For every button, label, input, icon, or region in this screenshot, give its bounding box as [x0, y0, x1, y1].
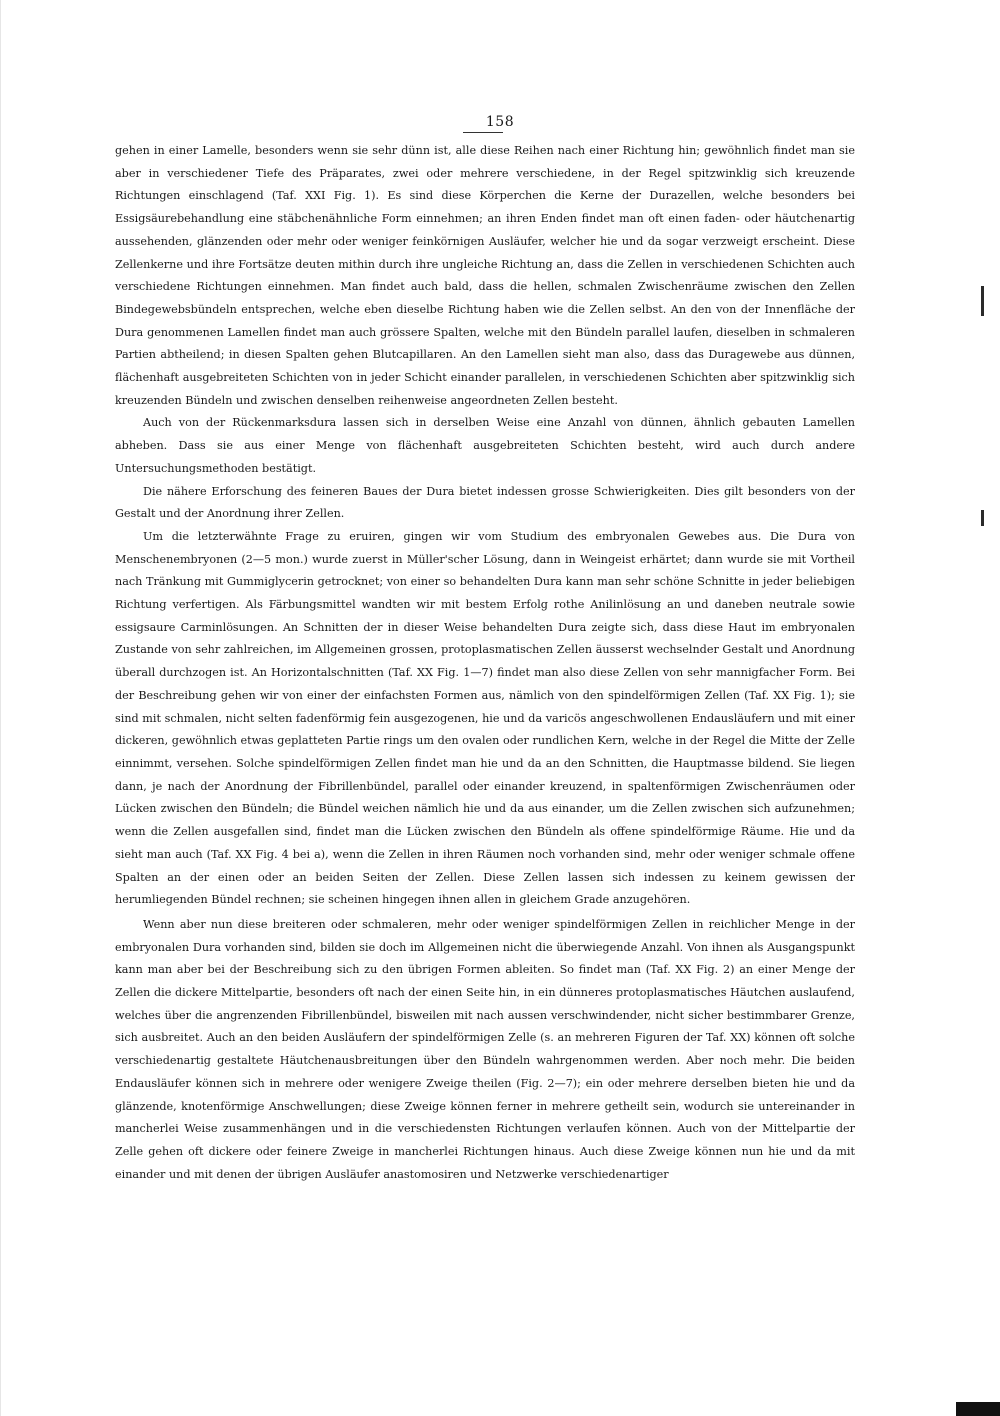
paragraph-5: Wenn aber nun diese breiteren oder schmaleren, mehr oder weniger spindelförmigen Zellen in reichlicher Menge in der embryonalen Dura vorhanden sind, bilden sie doch im Allgemeinen nicht die überwiegende Anzahl. Von ihnen als Ausgangspunkt kann man aber bei der Beschreibung sich zu den übrigen Formen ableiten. So findet man (Taf. XX Fig. 2) an einer Menge der Zellen die dickere Mittelpartie, besonders oft nach der einen Seite hin, in ein dünneres protoplasmatisches Häutchen auslaufend, welches über die angrenzenden Fibrillenbündel, bisweilen mit nach aussen verschwindender, nicht sicher bestimmbarer Grenze, sich ausbreitet. Auch an den beiden Ausläufern der spindelförmigen Zelle (s. an mehreren Figuren der Taf. XX) können oft solche verschiedenartig gestaltete Häutchenausbreitungen über den Bündeln wahrgenommen werden. Aber noch mehr. Die beiden Endausläufer können sich in mehrere oder wenigere Zweige theilen (Fig. 2—7); ein oder mehrere derselben bieten hie und da glänzende, knotenförmige Anschwellungen; diese Zweige können ferner in mehrere getheilt sein, wodurch sie untereinander in mancherlei Weise zusammenhängen und in die verschiedensten Richtungen verlaufen können. Auch von der Mittelpartie der Zelle gehen oft dickere oder feinere Zweige in mancherlei Richtungen hinaus. Auch diese Zweige können nun hie und da mit einander und mit denen der übrigen Ausläufer anastomosiren und Netzwerke verschiedenartiger — [115, 917, 855, 1181]
paragraph-2: Auch von der Rückenmarksdura lassen sich in derselben Weise eine Anzahl von dünnen, ähnlich gebauten Lamellen abheben. Dass sie aus einer Menge von flächenhaft ausgebreiteten Schichten besteht, wird auch durch andere Untersuchungsmethoden bestätigt. — [115, 416, 855, 475]
scan-corner-shadow — [956, 1402, 1000, 1416]
scan-left-edge — [0, 0, 1, 1416]
paragraph-3: Die nähere Erforschung des feineren Baues der Dura bietet indessen grosse Schwierigkeiten. Dies gilt besonders von der Gestalt und der Anordnung ihrer Zellen. — [115, 484, 855, 521]
page-number: 158 — [485, 114, 515, 130]
body-text — [115, 140, 855, 1186]
margin-mark — [981, 286, 984, 316]
paragraph-4: Um die letzterwähnte Frage zu eruiren, gingen wir vom Studium des embryonalen Gewebes aus. Die Dura von Menschenembryonen (2—5 mon.) wurde zuerst in Müller'scher Lösung, dann in Weingeist erhärtet; dann wurde sie mit Vortheil nach Tränkung mit Gummiglycerin getrocknet; von einer so behandelten Dura kann man sehr schöne Schnitte in jeder beliebigen Richtung verfertigen. Als Färbungsmittel wandten wir mit bestem Erfolg rothe Anilinlösung an und daneben neutrale sowie essigsaure Carminlösungen. An Schnitten der in dieser Weise behandelten Dura zeigte sich, dass diese Haut im embryonalen Zustande von sehr zahlreichen, im Allgemeinen grossen, protoplasmatischen Zellen äusserst wechselnder Gestalt und Anordnung überall durchzogen ist. An Horizontalschnitten (Taf. XX Fig. 1—7) findet man also diese Zellen von sehr mannigfacher Form. Bei der Beschreibung gehen wir von einer der einfachsten Formen aus, nämlich von den spindelförmigen Zellen (Taf. XX Fig. 1); sie sind mit schmalen, nicht selten fadenförmig fein ausgezogenen, hie und da varicös angeschwollenen Endausläufern und mit einer dickeren, gewöhnlich etwas geplatteten Partie rings um den ovalen oder rundlichen Kern, welche in der Regel die Mitte der Zelle einnimmt, versehen. Solche spindelförmigen Zellen findet man hie und da an den Schnitten, die Hauptmasse bildend. Sie liegen dann, je nach der Anordnung der Fibrillenbündel, parallel oder einander kreuzend, in spaltenförmigen Zwischenräumen oder Lücken zwischen den Bündeln; die Bündel weichen nämlich hie und da aus einander, um die Zellen zwischen sich aufzunehmen; wenn die Zellen ausgefallen sind, findet man die Lücken zwischen den Bündeln als offene spindelförmige Räume. Hie und da sieht man auch (Taf. XX Fig. 4 bei a), wenn die Zellen in ihren Räumen noch vorhanden sind, mehr oder weniger schmale offene Spalten an der einen oder an beiden Seiten der Zellen. Diese Zellen lassen sich indessen zu keinem gewissen der herumliegenden Bündel rechnen; sie scheinen hingegen ihnen allen in gleichem Grade anzugehören. — [115, 529, 855, 907]
page-number-underline — [463, 132, 503, 133]
margin-mark-small — [981, 510, 984, 526]
paragraph-1: gehen in einer Lamelle, besonders wenn sie sehr dünn ist, alle diese Reihen nach einer Richtung hin; gewöhnlich findet man sie aber in verschiedener Tiefe des Präparates, zwei oder mehrere verschiedene, in der Regel spitzwinklig sich kreuzende Richtungen einschlagend (Taf. XXI Fig. 1). Es sind diese Körperchen die Kerne der Durazellen, welche besonders bei Essigsäurebehandlung eine stäbchenähnliche Form einnehmen; an ihren Enden findet man oft einen faden- oder häutchenartig aussehenden, glänzenden oder mehr oder weniger feinkörnigen Ausläufer, welcher hie und da sogar verzweigt erscheint. Diese Zellenkerne und ihre Fortsätze deuten mithin durch ihre ungleiche Richtung an, dass die Zellen in verschiedenen Schichten auch verschiedene Richtungen einnehmen. Man findet auch bald, dass die hellen, schmalen Zwischenräume zwischen den Zellen Bindegewebsbündeln entsprechen, welche eben dieselbe Richtung haben wie die Zellen selbst. An den von der Innenfläche der Dura genommenen Lamellen findet man auch grössere Spalten, welche mit den Bündeln parallel laufen, dieselben in schmaleren Partien abtheilend; in diesen Spalten gehen Blutcapillaren. An den Lamellen sieht man also, dass das Duragewebe aus dünnen, flächenhaft ausgebreiteten Schichten von in jeder Schicht einander parallelen, in verschiedenen Schichten aber spitzwinklig sich kreuzenden Bündeln und zwischen denselben reihenweise angeordneten Zellen besteht. — [115, 144, 855, 407]
